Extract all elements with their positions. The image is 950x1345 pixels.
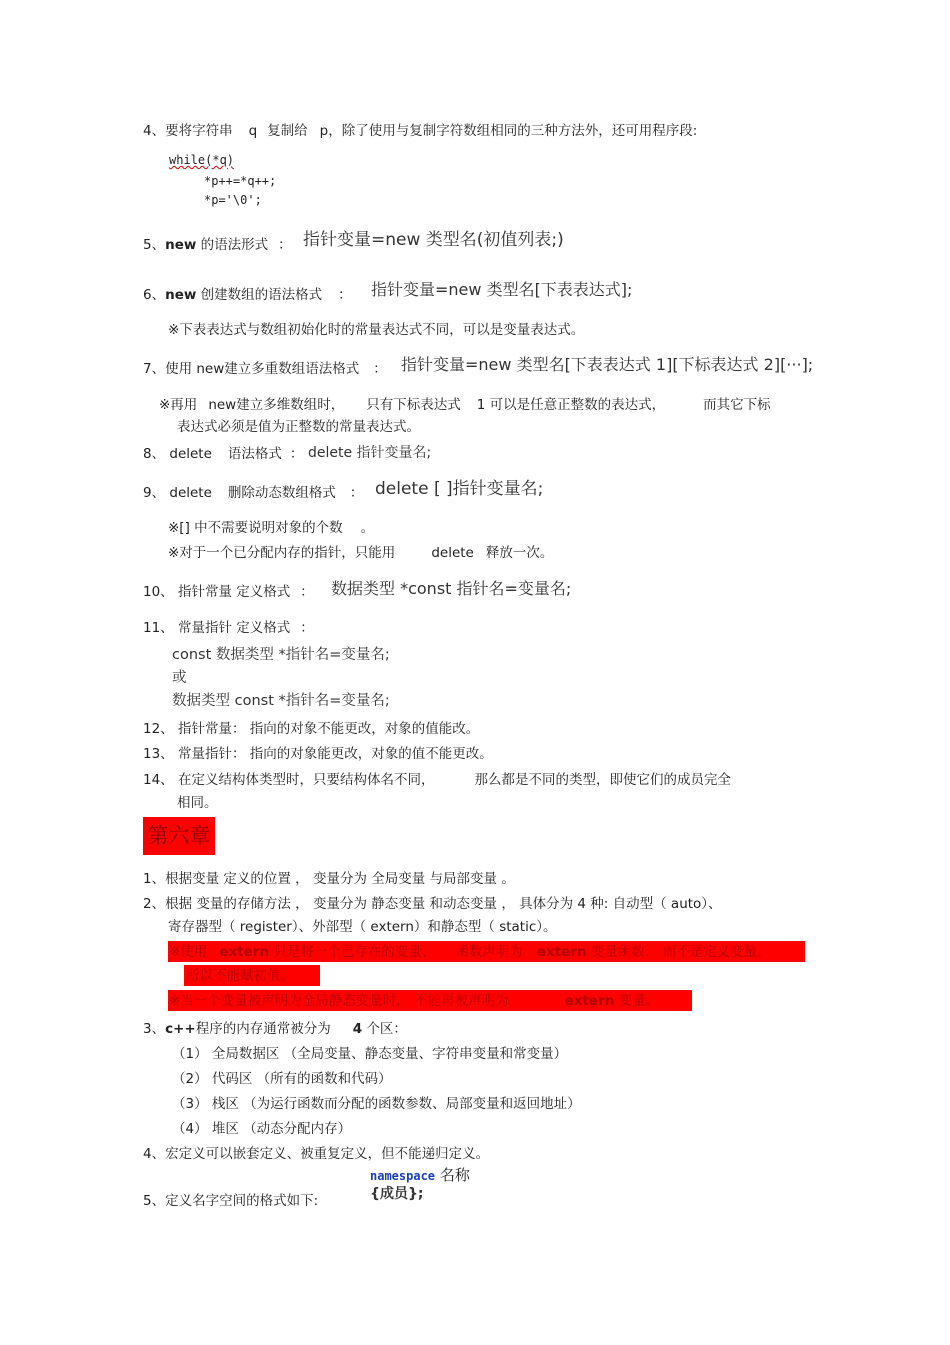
text: ※使用 bbox=[169, 944, 208, 960]
text: 删除动态数组格式 bbox=[227, 485, 336, 501]
text: 那么都是不同的类型，即使它们的成员完全 bbox=[474, 772, 731, 788]
text: 14、 在定义结构体类型时，只要结构体名不同， bbox=[143, 772, 435, 788]
text: new bbox=[165, 237, 197, 253]
memory-area-3: （3） 栈区 （为运行函数而分配的函数参数、局部变量和返回地址） bbox=[172, 1096, 581, 1112]
text: 4 bbox=[352, 1021, 363, 1037]
text: new bbox=[165, 287, 197, 303]
namespace-line-1 bbox=[370, 1166, 470, 1185]
text: 变量。 bbox=[618, 993, 660, 1009]
text: 只有下标表达式 bbox=[366, 397, 461, 413]
item-10-formula: 数据类型 *const 指针名=变量名; bbox=[331, 579, 572, 598]
item-7-line bbox=[143, 360, 387, 378]
text: c++ bbox=[165, 1021, 196, 1037]
text: ： bbox=[278, 237, 292, 253]
highlight-note-1 bbox=[169, 943, 771, 961]
item-14-line-1 bbox=[143, 771, 731, 789]
text: 变量函数， 而不是定义变量， bbox=[590, 944, 771, 960]
memory-area-1: （1） 全局数据区 （全局变量、静态变量、字符串变量和常变量） bbox=[172, 1046, 568, 1062]
item-9-note-1 bbox=[168, 519, 374, 537]
code-line-3: *p='\0'; bbox=[204, 193, 262, 207]
item-6-note: ※下表表达式与数组初始化时的常量表达式不同，可以是变量表达式。 bbox=[168, 322, 585, 338]
namespace-keyword: namespace bbox=[370, 1169, 436, 1183]
text: 11、 常量指针 定义格式 bbox=[143, 620, 291, 636]
ch6-item-3 bbox=[143, 1020, 407, 1038]
item-7-formula: 指针变量=new 类型名[下表表达式 1][下标表达式 2][···]; bbox=[401, 355, 814, 374]
text: 1 可以是任意正整数的表达式， bbox=[476, 397, 666, 413]
ch6-item-4: 4、宏定义可以嵌套定义、被重复定义，但不能递归定义。 bbox=[143, 1146, 490, 1162]
memory-area-2: （2） 代码区 （所有的函数和代码） bbox=[172, 1071, 392, 1087]
code-line-1 bbox=[169, 151, 234, 169]
item-5-formula: 指针变量=new 类型名(初值列表;) bbox=[303, 230, 564, 250]
text: delete bbox=[431, 545, 474, 561]
text: 创建数组的语法格式 bbox=[200, 287, 323, 303]
item-8-line bbox=[143, 445, 303, 463]
item-7-note-1 bbox=[159, 396, 771, 414]
text: 的语法形式 bbox=[200, 237, 269, 253]
text: 只是将一个已存在的变量、 bbox=[273, 944, 436, 960]
text: 10、 指针常量 定义格式 bbox=[143, 584, 291, 600]
item-5-line bbox=[143, 236, 292, 254]
text: 复制给 bbox=[267, 123, 308, 139]
text: ： bbox=[349, 485, 364, 501]
text: 6、 bbox=[143, 287, 166, 303]
item-14-line-2: 相同。 bbox=[177, 795, 218, 811]
ch6-item-2-line-1: 2、根据 变量的存储方法 ， 变量分为 静态变量 和动态变量 ， 具体分为 4 种: 自动型（ auto）、 bbox=[143, 896, 722, 912]
text: extern bbox=[564, 993, 615, 1009]
text: 。 bbox=[360, 520, 375, 536]
item-11-formula-1: const 数据类型 *指针名=变量名; bbox=[172, 647, 390, 663]
item-9-line bbox=[143, 484, 363, 502]
item-13-line: 13、 常量指针： 指向的对象能更改，对象的值不能更改。 bbox=[143, 746, 493, 762]
text: 语法格式 bbox=[227, 446, 282, 462]
highlight-note-3 bbox=[169, 992, 659, 1010]
text: p，除了使用与复制字符数组相同的三种方法外，还可用程序段: bbox=[319, 123, 698, 139]
item-6-formula: 指针变量=new 类型名[下表表达式]; bbox=[371, 280, 633, 299]
text: 释放一次。 bbox=[485, 545, 554, 561]
code-line-2: *p++=*q++; bbox=[204, 174, 277, 188]
text: 程序的内存通常被分为 bbox=[195, 1021, 331, 1037]
ch6-item-2-line-2: 寄存器型（ register）、外部型（ extern）和静态型（ static）。 bbox=[168, 919, 557, 935]
text: 3、 bbox=[143, 1021, 166, 1037]
chapter-heading: 第六章 bbox=[143, 817, 215, 855]
text: new建立多维数组时， bbox=[208, 397, 345, 413]
namespace-line-2: {成员}; bbox=[370, 1186, 424, 1202]
text: ： bbox=[289, 446, 304, 462]
item-4-line bbox=[143, 122, 697, 140]
text: 函数声明为 bbox=[455, 944, 523, 960]
item-12-line: 12、 指针常量： 指向的对象不能更改，对象的值能改。 bbox=[143, 721, 480, 737]
item-10-line bbox=[143, 583, 314, 601]
item-9-note-2 bbox=[168, 544, 553, 562]
text: ※[] 中不需要说明对象的个数 bbox=[168, 520, 343, 536]
text: ※当一个变量被声明为全局静态变量时， 不能再被声明为 bbox=[169, 993, 509, 1009]
highlight-note-2: 所以不能赋初值。 bbox=[186, 968, 294, 984]
item-8-formula: delete 指针变量名; bbox=[308, 445, 432, 461]
ch6-item-5: 5、定义名字空间的格式如下: bbox=[143, 1193, 319, 1209]
text: extern bbox=[536, 944, 587, 960]
item-11-line bbox=[143, 619, 314, 637]
text: 7、使用 new建立多重数组语法格式 bbox=[143, 361, 360, 377]
text: extern bbox=[219, 944, 270, 960]
text: 而其它下标 bbox=[703, 397, 771, 413]
memory-area-4: （4） 堆区 （动态分配内存） bbox=[172, 1121, 352, 1137]
text: 5、 bbox=[143, 237, 166, 253]
text: q bbox=[248, 123, 258, 139]
code-text: while(*q) bbox=[169, 153, 235, 167]
item-9-formula: delete [ ]指针变量名; bbox=[375, 479, 544, 499]
text: 个区： bbox=[366, 1021, 407, 1037]
text: ※再用 bbox=[159, 397, 198, 413]
text: ： bbox=[300, 584, 314, 600]
item-11-or: 或 bbox=[172, 670, 187, 686]
text: ※对于一个已分配内存的指针，只能用 bbox=[168, 545, 396, 561]
text: 名称 bbox=[439, 1166, 470, 1184]
text: ： bbox=[373, 361, 387, 377]
item-7-note-2: 表达式必须是值为正整数的常量表达式。 bbox=[177, 419, 420, 435]
item-6-line bbox=[143, 286, 352, 304]
ch6-item-1: 1、根据变量 定义的位置 ， 变量分为 全局变量 与局部变量 。 bbox=[143, 871, 515, 887]
text: ： bbox=[338, 287, 352, 303]
text: 4、要将字符串 bbox=[143, 123, 233, 139]
item-11-formula-2: 数据类型 const *指针名=变量名; bbox=[172, 693, 390, 709]
text: 8、 delete bbox=[143, 446, 212, 462]
text: ： bbox=[300, 620, 314, 636]
text: 9、 delete bbox=[143, 485, 212, 501]
